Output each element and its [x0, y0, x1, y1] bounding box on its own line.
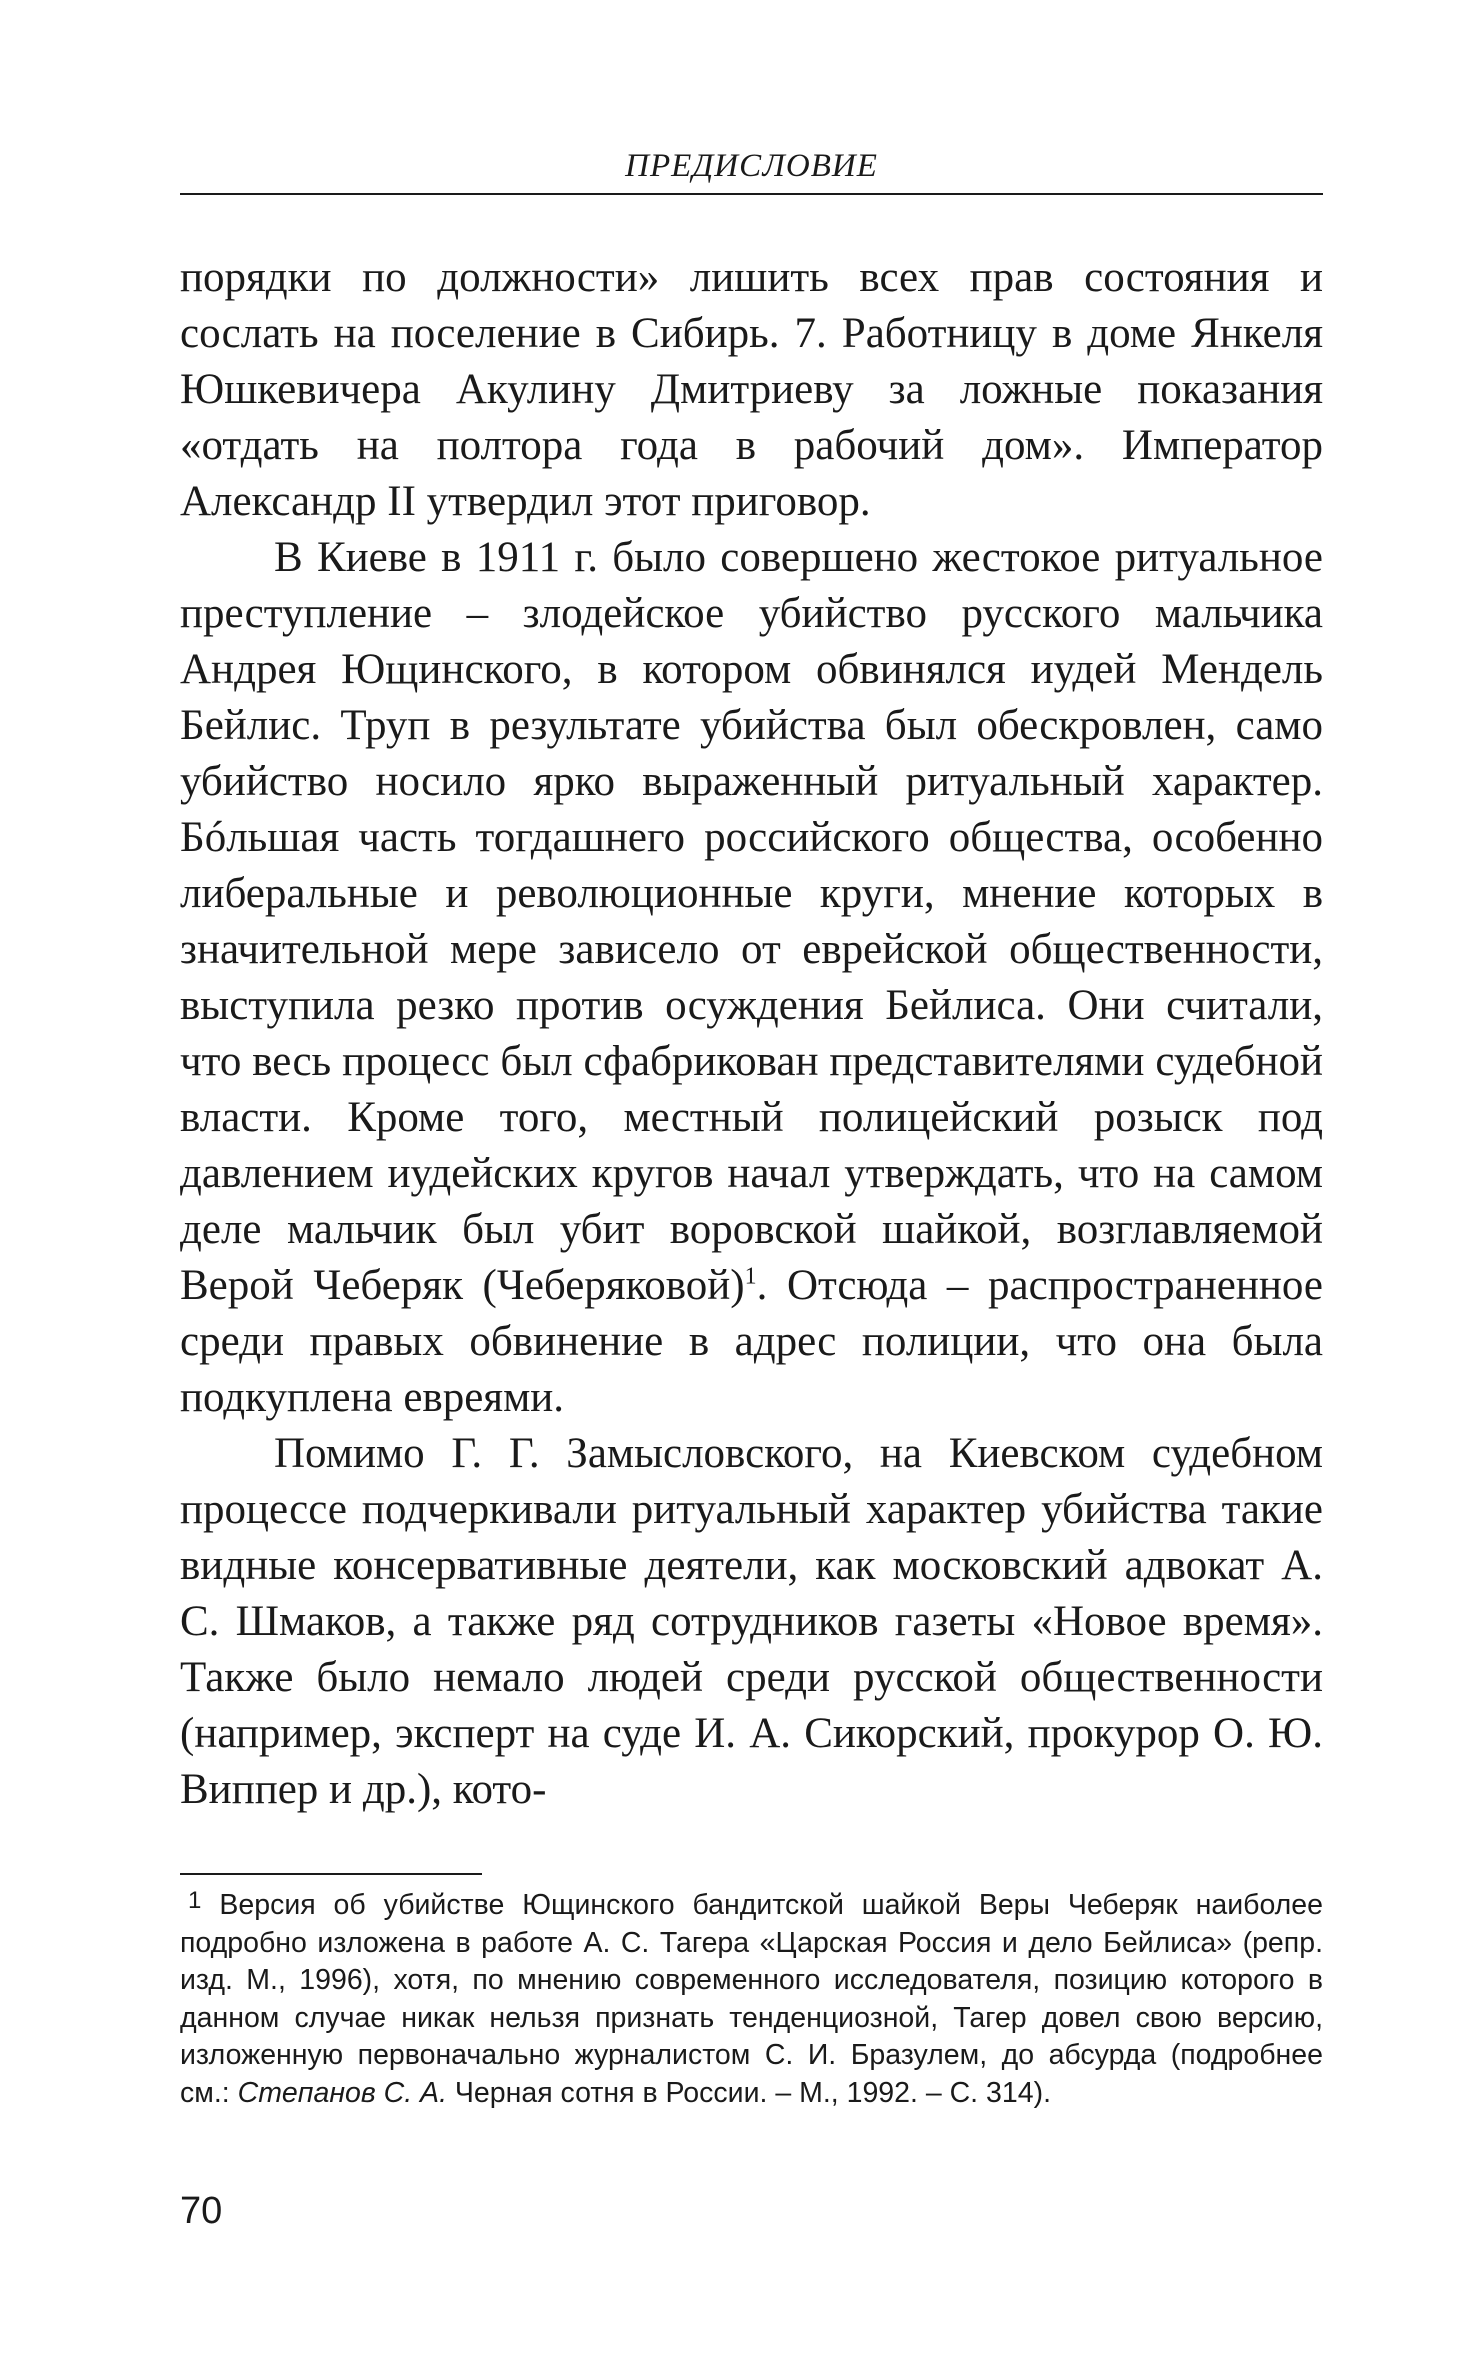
footnote-rule [180, 1873, 482, 1875]
footnote-paragraph [180, 1882, 1323, 2112]
paragraph-1: порядки по должности» лишить всех прав состояния и сослать на поселение в Сибирь. 7. Работницу в доме Янкеля Юшкевичера Акулину Дмитриеву за ложные показания «отдать на полтора года в рабочий дом». Император Александр II утвердил этот приговор. [180, 254, 1323, 525]
footnote [180, 1882, 1323, 2112]
footnote-mark: 1 [188, 1887, 202, 1914]
page-number: 70 [180, 2190, 223, 2232]
paragraph-3: Помимо Г. Г. Замысловского, на Киевском судебном процессе подчеркивали ритуальный характер убийства такие видные консервативные деятели, как московский адвокат А. С. Шмаков, а также ряд сотрудников газеты «Новое время». Также было немало людей среди русской общественности (например, эксперт на суде И. А. Сикорский, прокурор О. Ю. Виппер и др.), кото- [180, 1430, 1323, 1813]
footnote-text-end: Черная сотня в России. – М., 1992. – С. 314). [447, 2076, 1051, 2109]
paragraph-2 [180, 530, 1323, 1426]
header-rule [180, 193, 1323, 195]
main-text [180, 250, 1323, 1818]
footnote-reference[interactable]: 1 [744, 1263, 757, 1290]
paragraph-2-text: В Киеве в 1911 г. было совершено жестокое ритуальное преступление – злодейское убийство русского мальчика Андрея Ющинского, в котором обвинялся иудей Мендель Бейлис. Труп в результате убийства был обескровлен, само убийство носило ярко выраженный ритуальный характер. Бóльшая часть тогдашнего российского общества, особенно либеральные и революционные круги, мнение которых в значительной мере зависело от еврейской общественности, выступила резко против осуждения Бейлиса. Они считали, что весь процесс был сфабрикован представителями судебной власти. Кроме того, местный полицейский розыск под давлением иудейских кругов начал утверждать, что на самом деле мальчик был убит воровской шайкой, возглавляемой Верой Чеберяк (Чеберяковой) [180, 534, 1323, 1309]
footnote-author: Степанов С. А. [237, 2076, 447, 2109]
paragraph-2-text-end: . Отсюда – распространенное среди правых обвинение в адрес полиции, что она была подкуплена евреями. [180, 1262, 1323, 1421]
footnote-text: Версия об убийстве Ющинского бандитской шайкой Веры Чеберяк наиболее подробно изложена в работе А. С. Тагера «Царская Россия и дело Бейлиса» (репр. изд. М., 1996), хотя, по мнению современного исследователя, позицию которого в данном случае никак нельзя признать тенденциозной, Тагер довел свою версию, изложенную первоначально журналистом С. И. Бразулем, до абсурда (подробнее см.: [180, 1889, 1323, 2109]
running-head: ПРЕДИСЛОВИЕ [625, 148, 878, 184]
